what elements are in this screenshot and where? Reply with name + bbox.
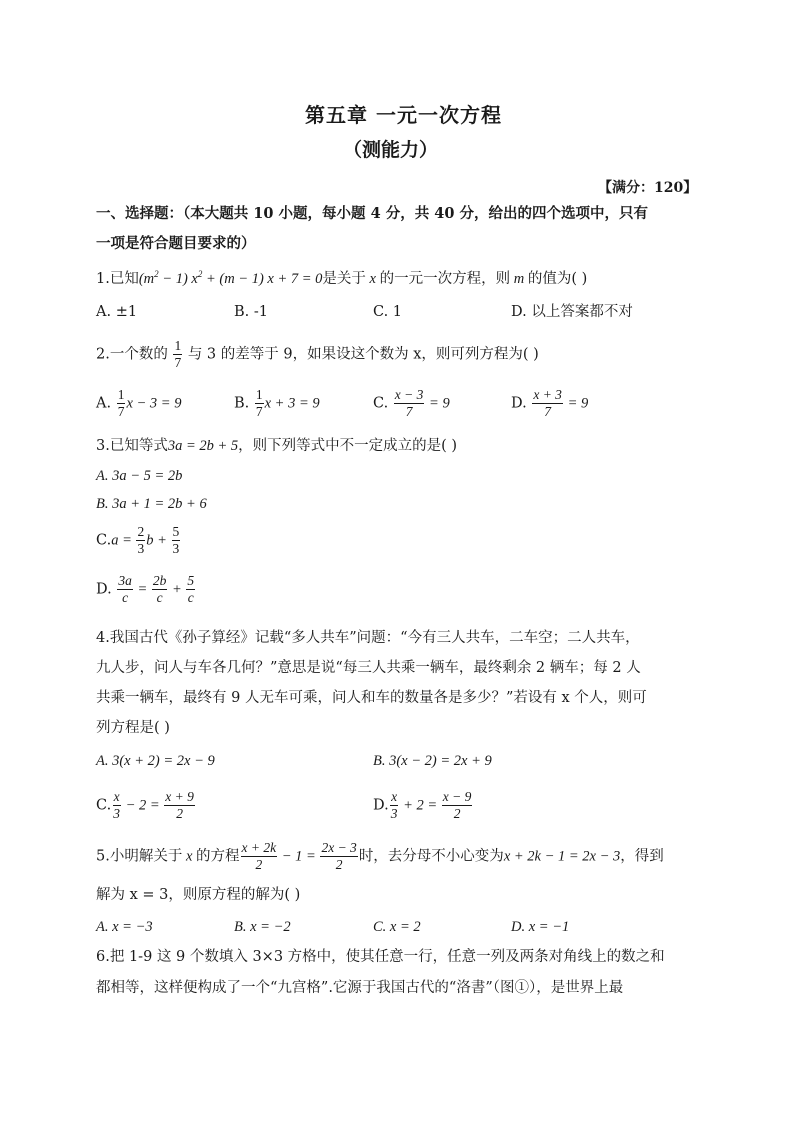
q1-eq-part-a: (m xyxy=(138,271,155,287)
q3-suffix: ，则下列等式中不一定成立的是( ) xyxy=(238,438,458,454)
q3-option-c-lhs: a = xyxy=(111,532,136,549)
q1-option-d: D. 以上答案都不对 xyxy=(511,304,633,320)
q1-mid: 是关于 xyxy=(322,271,366,287)
q3-equation: 3a = 2b + 5 xyxy=(167,438,239,454)
q2-option-c-label: C. xyxy=(373,395,389,412)
q1-equation xyxy=(139,271,323,287)
q4-option-c-den2: 2 xyxy=(176,806,183,822)
q3-option-c-num1: 2 xyxy=(136,525,145,541)
question-3 xyxy=(96,439,457,454)
q2-option-d-den: 7 xyxy=(544,404,551,420)
q2-option-b-den: 7 xyxy=(255,404,263,420)
question-5-line2: 解为 x = 3，则原方程的解为( ) xyxy=(96,887,301,903)
q3-option-c-num2: 5 xyxy=(172,525,181,541)
q2-option-b-frac xyxy=(255,388,264,419)
q4-option-b: B. 3(x − 2) = 2x + 9 xyxy=(373,753,492,769)
q3-option-b: B. 3a + 1 = 2b + 6 xyxy=(96,496,207,512)
q1-mid2: 的一元一次方程，则 xyxy=(379,271,511,287)
q3-option-d-num2: 2b xyxy=(152,574,168,590)
q1-prefix: 1.已知 xyxy=(96,271,139,287)
q3-option-d-num3: 5 xyxy=(186,574,195,590)
q5-eq-mid: − 1 = xyxy=(278,848,320,865)
q4-option-d-mid: + 2 = xyxy=(399,797,441,814)
q1-var-x: x xyxy=(365,271,380,287)
q3-option-c-den2: 3 xyxy=(172,541,180,557)
q4-option-d-den2: 2 xyxy=(453,806,461,822)
q3-option-d-den1: c xyxy=(122,590,129,606)
q1-option-b: B. -1 xyxy=(234,304,268,320)
q3-option-d-num1: 3a xyxy=(117,574,133,590)
q2-option-c-den: 7 xyxy=(405,404,413,420)
q1-suffix: 的值为( ) xyxy=(527,271,588,287)
q4-option-a: A. 3(x + 2) = 2x − 9 xyxy=(96,753,215,769)
q5-eq2: x + 2k − 1 = 2x − 3 xyxy=(503,848,621,865)
q4-option-d xyxy=(373,790,473,821)
q2-suffix: 与 3 的差等于 9，如果设这个数为 x，则可列方程为( ) xyxy=(187,346,539,363)
q5-option-a: A. x = −3 xyxy=(96,919,153,935)
q1-eq-exponent: 2 xyxy=(154,269,159,279)
q3-option-d-plus: + xyxy=(168,581,186,598)
q3-option-d-den2: c xyxy=(156,590,163,606)
q3-option-d-frac2 xyxy=(152,574,168,605)
q3-option-a: A. 3a − 5 = 2b xyxy=(96,468,183,484)
q5-option-b: B. x = −2 xyxy=(234,919,291,935)
q4-option-d-frac1 xyxy=(390,790,399,821)
q4-option-d-num2: x − 9 xyxy=(442,790,473,806)
q1-eq-part-b: − 1) x xyxy=(158,271,198,287)
q2-option-b-rest: x + 3 = 9 xyxy=(264,395,320,412)
q3-prefix: 3.已知等式 xyxy=(96,438,168,454)
q2-frac-num: 1 xyxy=(173,339,182,355)
q3-option-d-den3: c xyxy=(187,590,194,606)
section-instructions-line1: 一、选择题：（本大题共 10 小题，每小题 4 分，共 40 分，给出的四个选项中，只有 xyxy=(96,205,648,222)
q4-option-c-frac2 xyxy=(164,790,195,821)
q5-suffix: ，得到 xyxy=(620,848,664,865)
q5-var-x: x xyxy=(182,848,197,865)
q3-option-d xyxy=(96,574,196,605)
q5-mid: 的方程 xyxy=(196,848,240,865)
question-6-line1: 6.把 1-9 这 9 个数填入 3×3 方格中，使其任意一行，任意一列及两条对角线上的数之和 xyxy=(96,949,665,965)
q5-mid2: 时，去分母不小心变为 xyxy=(358,848,504,865)
q5-num2: 2x − 3 xyxy=(320,841,357,857)
q5-den2: 2 xyxy=(335,857,343,873)
q5-option-d: D. x = −1 xyxy=(511,919,570,935)
q2-option-d-label: D. xyxy=(511,395,527,412)
q4-option-d-den1: 3 xyxy=(390,806,398,822)
q5-frac1 xyxy=(241,841,278,872)
q4-option-c-label: C. xyxy=(96,797,112,814)
q1-eq-part-c: + (m − 1) x + 7 = 0 xyxy=(202,271,323,287)
q1-var-m: m xyxy=(510,271,528,287)
question-2 xyxy=(96,339,539,370)
q5-option-c: C. x = 2 xyxy=(373,919,421,935)
q3-option-c-den1: 3 xyxy=(137,541,145,557)
q2-option-c-num: x − 3 xyxy=(394,388,425,404)
q2-option-a-num: 1 xyxy=(117,388,126,404)
q2-option-d-rest: = 9 xyxy=(563,395,589,412)
q2-option-a-rest: x − 3 = 9 xyxy=(126,395,182,412)
section-instructions-line2: 一项是符合题目要求的） xyxy=(96,235,256,252)
question-1 xyxy=(96,269,588,287)
question-5-line1 xyxy=(96,841,664,872)
full-score-label: 【满分：120】 xyxy=(598,180,698,196)
question-4-line3: 共乘一辆车，最终有 9 人无车可乘，问人和车的数量各是多少？”若设有 x 个人，则可 xyxy=(96,690,647,706)
q3-option-c-mid: b + xyxy=(146,532,171,549)
q4-option-c-num1: x xyxy=(113,790,121,806)
q2-option-b-num: 1 xyxy=(255,388,264,404)
q3-option-c-label: C. xyxy=(96,532,112,549)
question-4-line2: 九人步，问人与车各几何？”意思是说“每三人共乘一辆车，最终剩余 2 辆车；每 2 人 xyxy=(96,660,641,676)
q4-option-c-frac1 xyxy=(112,790,121,821)
q5-num1: x + 2k xyxy=(241,841,278,857)
q2-option-a-label: A. xyxy=(96,395,112,412)
question-4-line4: 列方程是( ) xyxy=(96,720,170,736)
q4-option-c xyxy=(96,790,196,821)
q2-option-b xyxy=(234,388,320,419)
q2-option-a-den: 7 xyxy=(117,404,125,420)
q4-option-c-den1: 3 xyxy=(113,806,120,822)
q4-option-d-label: D. xyxy=(373,797,389,814)
q1-option-c: C. 1 xyxy=(373,304,403,320)
q2-option-a-frac xyxy=(117,388,126,419)
q2-option-d-frac xyxy=(532,388,563,419)
q3-option-d-frac1 xyxy=(117,574,133,605)
q3-option-c-frac1 xyxy=(136,525,145,556)
q2-option-c-rest: = 9 xyxy=(425,395,450,412)
page-title: 第五章 一元一次方程 xyxy=(305,103,502,127)
q1-eq-exponent-2: 2 xyxy=(197,269,203,279)
q2-option-b-label: B. xyxy=(234,395,250,412)
q2-option-a xyxy=(96,388,181,419)
question-6-line2: 都相等，这样便构成了一个“九宫格”.它源于我国古代的“洛書”（图①），是世界上最 xyxy=(96,980,624,996)
q5-frac2 xyxy=(320,841,357,872)
q3-option-d-label: D. xyxy=(96,581,112,598)
q3-option-c xyxy=(96,525,181,556)
q4-option-c-mid: − 2 = xyxy=(121,797,164,814)
q2-option-d-num: x + 3 xyxy=(532,388,563,404)
q2-prefix: 2.一个数的 xyxy=(96,346,168,363)
page-subtitle: （测能力） xyxy=(343,139,439,161)
q2-fraction xyxy=(173,339,182,370)
q4-option-d-num1: x xyxy=(390,790,398,806)
q2-option-c xyxy=(373,388,450,419)
q4-option-c-num2: x + 9 xyxy=(164,790,195,806)
q4-option-d-frac2 xyxy=(442,790,473,821)
q1-option-a: A. ±1 xyxy=(96,304,138,320)
q5-den1: 2 xyxy=(255,857,263,873)
q2-option-d xyxy=(511,388,588,419)
q2-option-c-frac xyxy=(394,388,425,419)
q3-option-d-frac3 xyxy=(186,574,195,605)
q3-option-d-eq: = xyxy=(133,581,151,598)
question-4-line1: 4.我国古代《孙子算经》记载“多人共车”问题：“今有三人共车，二车空；二人共车， xyxy=(96,630,640,646)
q2-frac-den: 7 xyxy=(174,355,182,371)
q3-option-c-frac2 xyxy=(172,525,181,556)
q5-prefix: 5.小明解关于 xyxy=(96,848,183,865)
